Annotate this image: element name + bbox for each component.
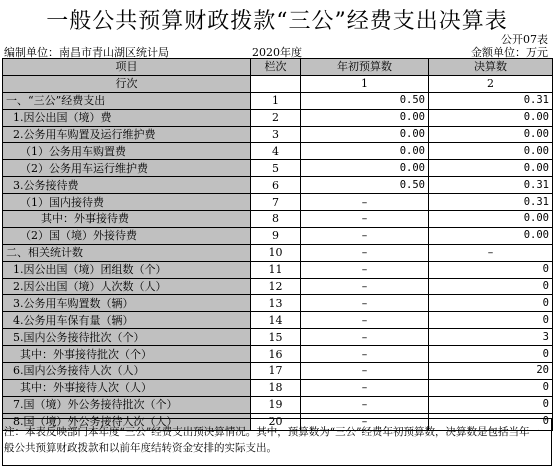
row-number: 16 <box>251 346 301 363</box>
row-final: 0.31 <box>429 194 553 211</box>
row-number: 18 <box>251 379 301 396</box>
row-final: 3 <box>429 329 553 346</box>
row-final: 0.00 <box>429 227 553 244</box>
row-number: 14 <box>251 312 301 329</box>
row-budget: – <box>301 363 429 380</box>
row-budget: – <box>301 227 429 244</box>
row-final: 0.00 <box>429 211 553 228</box>
year-label: 2020年度 <box>252 46 302 59</box>
index-blank <box>251 75 301 92</box>
row-item: 2.因公出国（境）人次数（人） <box>3 278 251 295</box>
row-budget: 0.50 <box>301 177 429 194</box>
row-item: （1）公务用车购置费 <box>3 143 251 160</box>
table-row <box>3 160 553 177</box>
row-item: 3.公务接待费 <box>3 177 251 194</box>
header-budget: 年初预算数 <box>301 59 429 76</box>
row-number: 17 <box>251 363 301 380</box>
table-row <box>3 396 553 413</box>
row-item: 其中：外事接待费 <box>3 211 251 228</box>
row-number: 7 <box>251 194 301 211</box>
row-number: 13 <box>251 295 301 312</box>
unit-label: 编制单位：南昌市青山湖区统计局 <box>4 46 169 59</box>
header-row <box>3 59 553 76</box>
table-row <box>3 312 553 329</box>
row-budget: – <box>301 295 429 312</box>
row-item: （2）公务用车运行维护费 <box>3 160 251 177</box>
table-row <box>3 227 553 244</box>
row-final: 0 <box>429 261 553 278</box>
row-item: 6.国内公务接待人次（人） <box>3 363 251 380</box>
row-item: 7.国（境）外公务接待批次（个） <box>3 396 251 413</box>
table-row <box>3 346 553 363</box>
table-row <box>3 329 553 346</box>
table-row <box>3 109 553 126</box>
row-number: 19 <box>251 396 301 413</box>
table-row <box>3 261 553 278</box>
table-row <box>3 194 553 211</box>
table-row <box>3 379 553 396</box>
row-number: 10 <box>251 244 301 261</box>
row-number: 5 <box>251 160 301 177</box>
row-item: 1.因公出国（境）费 <box>3 109 251 126</box>
row-budget: 0.00 <box>301 143 429 160</box>
row-budget: – <box>301 312 429 329</box>
table-row <box>3 177 553 194</box>
row-item: 4.公务用车保有量（辆） <box>3 312 251 329</box>
row-item: 其中：外事接待批次（个） <box>3 346 251 363</box>
row-item: （2）国（境）外接待费 <box>3 227 251 244</box>
row-budget: – <box>301 261 429 278</box>
table-row <box>3 92 553 109</box>
row-budget: 0.50 <box>301 92 429 109</box>
table-row <box>3 244 553 261</box>
row-final: 0.00 <box>429 143 553 160</box>
row-final: 0.31 <box>429 177 553 194</box>
row-item: 3.公务用车购置数（辆） <box>3 295 251 312</box>
row-final: 0 <box>429 312 553 329</box>
row-number: 11 <box>251 261 301 278</box>
row-number: 20 <box>251 413 301 430</box>
table-row <box>3 278 553 295</box>
expense-table <box>2 58 553 431</box>
row-budget: – <box>301 278 429 295</box>
row-final: 0 <box>429 346 553 363</box>
row-final: – <box>429 244 553 261</box>
row-final: 20 <box>429 363 553 380</box>
row-budget: – <box>301 194 429 211</box>
row-budget: – <box>301 396 429 413</box>
row-final: 0 <box>429 379 553 396</box>
page-title: 一般公共预算财政拨款“三公”经费支出决算表 <box>46 9 508 34</box>
row-budget: – <box>301 329 429 346</box>
row-number: 2 <box>251 109 301 126</box>
row-item: 一、“三公”经费支出 <box>3 92 251 109</box>
row-budget: 0.00 <box>301 109 429 126</box>
table-row <box>3 143 553 160</box>
row-number: 8 <box>251 211 301 228</box>
row-budget: 0.00 <box>301 126 429 143</box>
row-number: 4 <box>251 143 301 160</box>
row-final: 0 <box>429 278 553 295</box>
row-final: 0.00 <box>429 109 553 126</box>
row-label-header: 行次 <box>3 75 251 92</box>
row-budget: – <box>301 379 429 396</box>
budget-index: 1 <box>301 75 429 92</box>
row-final: 0.00 <box>429 126 553 143</box>
row-number: 6 <box>251 177 301 194</box>
row-number: 1 <box>251 92 301 109</box>
row-number: 3 <box>251 126 301 143</box>
row-item: 8.国（境）外公务接待人次（人） <box>3 413 251 430</box>
row-budget: – <box>301 346 429 363</box>
footnote: 注：本表反映部门本年度“三公”经费支出预决算情况。其中，预算数为“三公”经费年初预算数，决算数是包括当年一般公共预算财政拨款和以前年度结转资金安排的实际支出。 <box>4 426 540 454</box>
final-index: 2 <box>429 75 553 92</box>
row-final: 0 <box>429 396 553 413</box>
table-row <box>3 363 553 380</box>
row-budget: 0.00 <box>301 160 429 177</box>
header-col-no: 栏次 <box>251 59 301 76</box>
row-final: 0.00 <box>429 160 553 177</box>
row-item: 1.因公出国（境）团组数（个） <box>3 261 251 278</box>
money-unit-label: 金额单位：万元 <box>471 46 548 59</box>
row-item: 5.国内公务接待批次（个） <box>3 329 251 346</box>
row-budget: – <box>301 211 429 228</box>
table-row <box>3 295 553 312</box>
index-row <box>3 75 553 92</box>
table-row <box>3 211 553 228</box>
table-row <box>3 126 553 143</box>
row-final: 0 <box>429 413 553 430</box>
row-budget: – <box>301 244 429 261</box>
row-final: 0 <box>429 295 553 312</box>
row-item: 二、相关统计数 <box>3 244 251 261</box>
row-number: 9 <box>251 227 301 244</box>
row-final: 0.31 <box>429 92 553 109</box>
row-item: （1）国内接待费 <box>3 194 251 211</box>
row-item: 其中：外事接待人次（人） <box>3 379 251 396</box>
row-number: 12 <box>251 278 301 295</box>
header-final: 决算数 <box>429 59 553 76</box>
form-number: 公开07表 <box>501 33 548 46</box>
row-number: 15 <box>251 329 301 346</box>
header-item: 项目 <box>3 59 251 76</box>
row-budget: – <box>301 413 429 430</box>
row-item: 2.公务用车购置及运行维护费 <box>3 126 251 143</box>
